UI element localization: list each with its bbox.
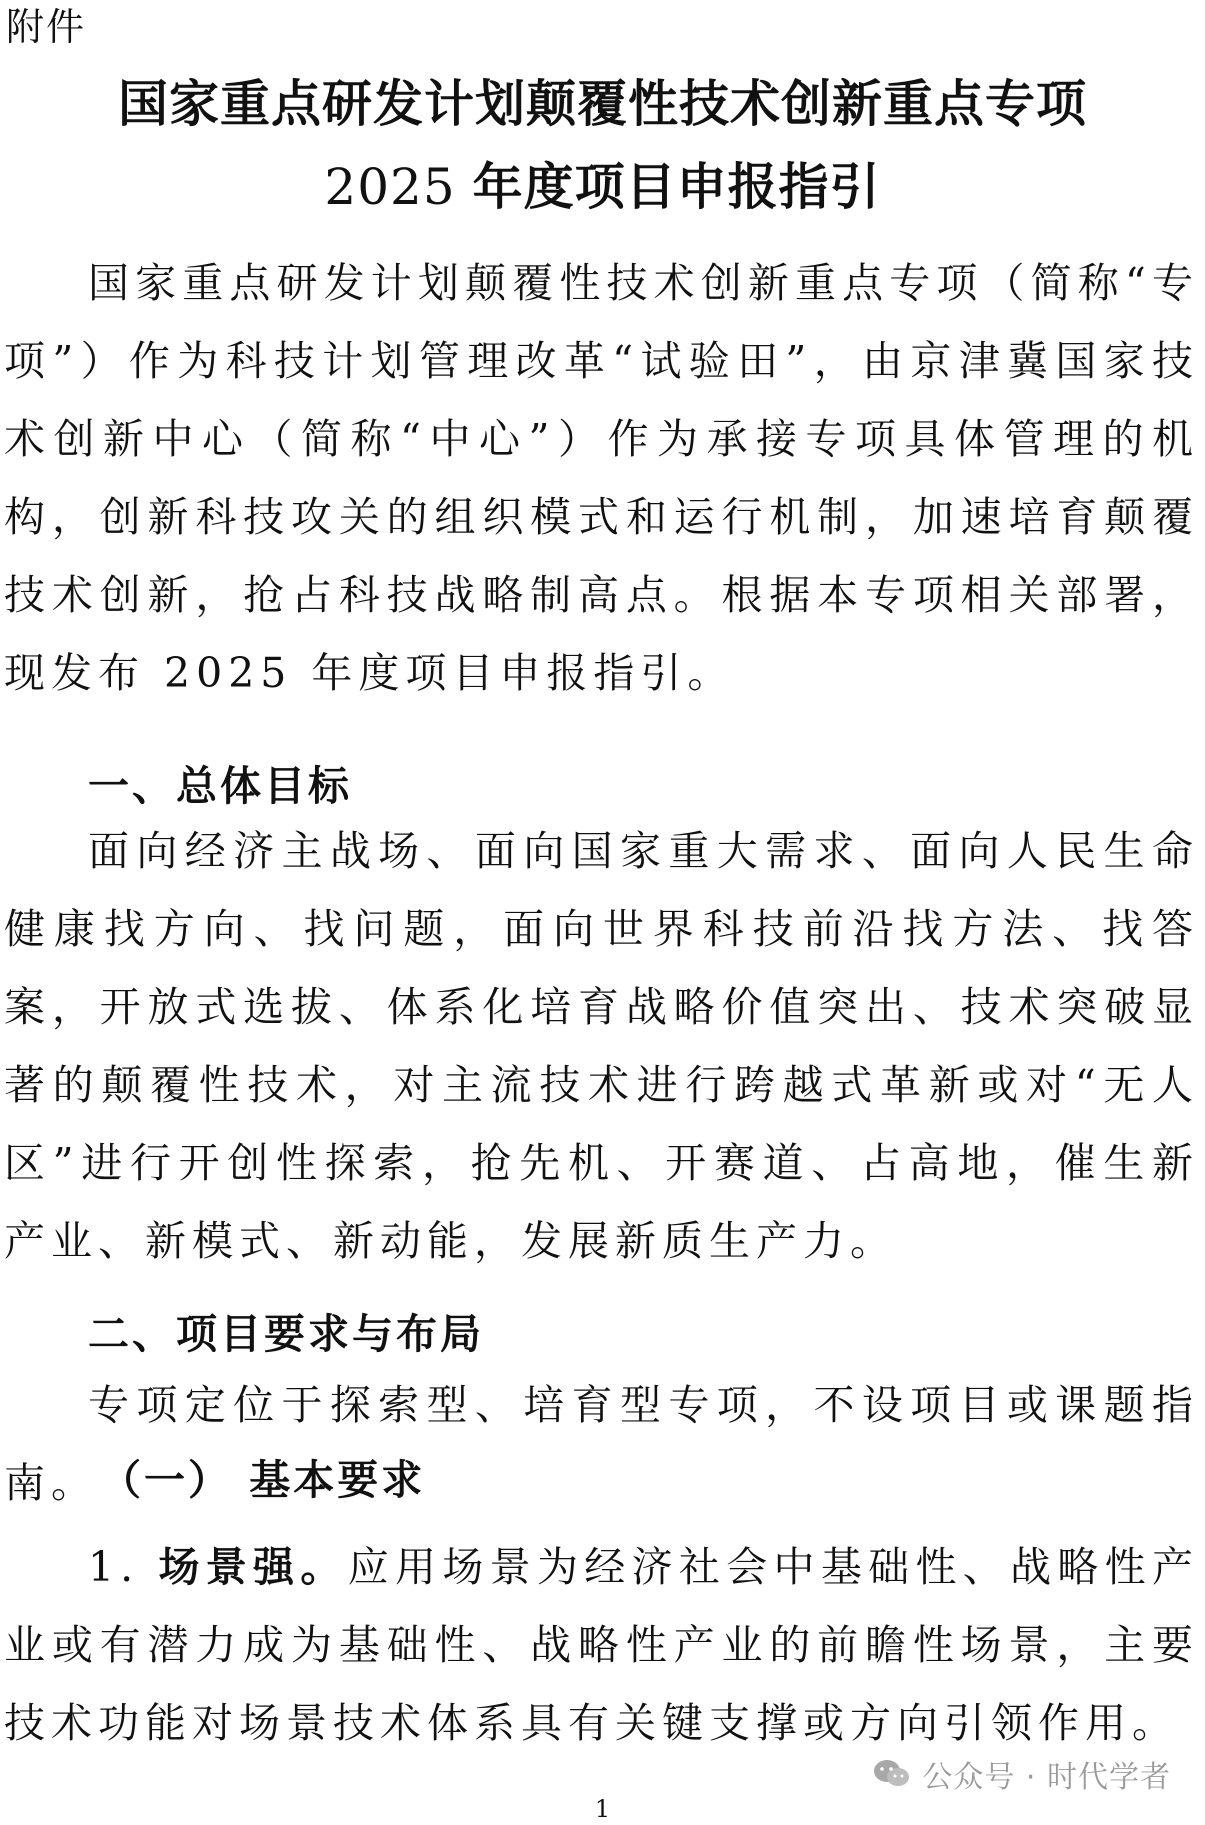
title-year: 2025 xyxy=(324,158,456,216)
attachment-label: 附件 xyxy=(6,5,87,49)
page-number: 1 xyxy=(594,1795,611,1823)
item1-label: 场景强。 xyxy=(158,1543,348,1591)
document-title-line1: 国家重点研发计划颠覆性技术创新重点专项 xyxy=(118,75,1087,133)
item1 xyxy=(4,1528,1199,1762)
watermark-text: 公众号 · 时代学者 xyxy=(922,1760,1171,1795)
item1-paragraph xyxy=(4,1528,1199,1762)
subsection1-heading: （一） 基本要求 xyxy=(100,1456,426,1504)
watermark xyxy=(872,1752,1171,1796)
section2-heading: 二、项目要求与布局 xyxy=(88,1310,484,1358)
section2-paragraph: 专项定位于探索型、培育型专项，不设项目或课题指南。 xyxy=(4,1381,1199,1507)
item1-number: 1. xyxy=(88,1543,140,1591)
intro-paragraph: 国家重点研发计划颠覆性技术创新重点专项（简称“专项”）作为科技计划管理改革“试验田”，由京津冀国家技术创新中心（简称“中心”）作为承接专项具体管理的机构，创新科技攻关的组织模式和运行机制，加速培育颠覆技术创新，抢占科技战略制高点。根据本专项相关部署，现发布 2025 年度项目申报指引。 xyxy=(4,259,1199,697)
intro-section xyxy=(4,244,1199,712)
section1-paragraph: 面向经济主战场、面向国家重大需求、面向人民生命健康找方向、找问题，面向世界科技前沿找方法、找答案，开放式选拔、体系化培育战略价值突出、技术突破显著的颠覆性技术，对主流技术进行跨越式革新或对“无人区”进行开创性探索，抢先机、开赛道、占高地，催生新产业、新模式、新动能，发展新质生产力。 xyxy=(4,827,1199,1265)
item1-text: 应用场景为经济社会中基础性、战略性产业或有潜力成为基础性、战略性产业的前瞻性场景，主要技术功能对场景技术体系具有关键支撑或方向引领作用。 xyxy=(4,1543,1199,1747)
wechat-icon xyxy=(872,1757,912,1791)
title-line2-text: 年度项目申报指引 xyxy=(472,158,881,216)
section1-heading: 一、总体目标 xyxy=(88,762,352,810)
section1-body xyxy=(4,812,1199,1280)
document-title-line2 xyxy=(0,155,1205,219)
